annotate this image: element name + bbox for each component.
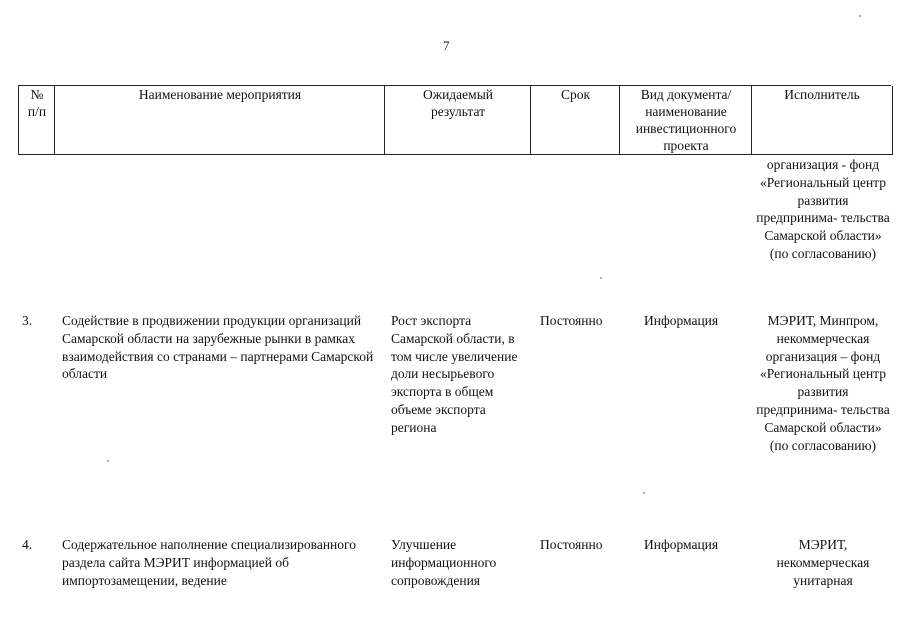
cont-executor: организация - фонд «Региональный центр развития предпринима- тельства Самарской области» (по согласованию) bbox=[756, 157, 890, 261]
header-doctype: Вид документа/ наименование инвестиционного проекта bbox=[635, 87, 737, 153]
header-cell-name bbox=[54, 86, 385, 155]
row3-num: 3. bbox=[22, 313, 33, 328]
header-term: Срок bbox=[560, 87, 591, 102]
header-cell-num bbox=[18, 86, 55, 155]
row3-result: Рост экспорта Самарской области, в том числе увеличение доли несырьевого экспорта в общем объеме экспорта региона bbox=[391, 313, 518, 435]
row4-executor: МЭРИТ, некоммерческая унитарная bbox=[776, 537, 870, 588]
row3-name: Содействие в продвижении продукции организаций Самарской области на зарубежные рынки в рамках взаимодействия со странами – партнерами Самарской области bbox=[62, 313, 374, 382]
header-executor: Исполнитель bbox=[784, 87, 860, 102]
header-name: Наименование мероприятия bbox=[138, 87, 302, 102]
row4-doctype: Информация bbox=[644, 537, 719, 552]
row4-name: Содержательное наполнение специализированного раздела сайта МЭРИТ информацией об импортозамещении, ведение bbox=[62, 537, 356, 588]
row4-result: Улучшение информационного сопровождения bbox=[391, 537, 497, 588]
row3-term: Постоянно bbox=[540, 313, 603, 328]
page-number: 7 bbox=[443, 38, 450, 53]
header-result: Ожидаемый результат bbox=[423, 87, 493, 119]
header-cell-doctype bbox=[619, 86, 752, 155]
row4-num: 4. bbox=[22, 537, 33, 552]
header-cell-executor bbox=[751, 86, 893, 155]
scan-speck bbox=[643, 492, 645, 494]
row3-doctype: Информация bbox=[644, 313, 719, 328]
row4-term: Постоянно bbox=[540, 537, 603, 552]
header-num: № п/п bbox=[27, 87, 47, 119]
scan-speck bbox=[859, 15, 861, 17]
row3-executor: МЭРИТ, Минпром, некоммерческая организация – фонд «Региональный центр развития предпринима- тельства Самарской области» (по согласованию) bbox=[756, 313, 890, 453]
scan-speck bbox=[107, 460, 109, 462]
header-cell-term bbox=[530, 86, 620, 155]
scan-speck bbox=[600, 277, 602, 279]
header-cell-result bbox=[384, 86, 531, 155]
